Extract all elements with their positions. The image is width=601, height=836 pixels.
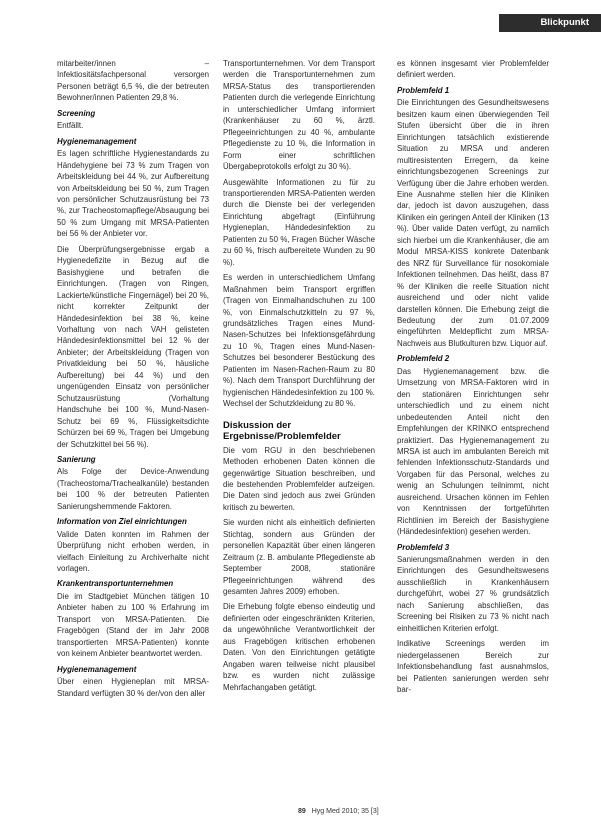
subheading-information: Information von Ziel einrichtungen bbox=[57, 517, 187, 527]
page-number: 89 bbox=[298, 808, 306, 815]
subheading-hygiene-2: Hygienemanagement bbox=[57, 664, 137, 674]
text-column-1 bbox=[57, 58, 209, 703]
subheading-problemfeld-3: Problemfeld 3 bbox=[397, 542, 450, 552]
paragraph: Valide Daten konnten im Rahmen der Überprüfung nicht erhoben werden, in vielfach Einleitung zu Archiverhalte nicht vorlagen. bbox=[57, 529, 209, 574]
subheading-screening: Screening bbox=[57, 108, 96, 118]
section-badge: Blickpunkt bbox=[499, 14, 601, 32]
paragraph: Die Erhebung folgte ebenso eindeutig und definierten oder eingeschränkten Kriterien, da ungewöhnliche Verantwortlichkeit der aus Fragebögen kritischen erhobenen Daten. Von den Einrichtungen getätigte Angaben waren teilweise nicht plausibel bzw. es wurden nicht zulässige Mehrfachangaben getätigt. bbox=[223, 602, 375, 692]
paragraph: Es werden in unterschiedlichem Umfang Maßnahmen beim Transport ergriffen (Tragen von Einmalhandschuhen zu 100 %, von Einmalschutzkitteln zu 97 %, grundsätzliches Tragen eines Mund-Nasen-Schutzes bei Infektionsgefährdung zu 10 %, Tragen eines Mund-Nasen-Schutzes bei besonderer Bestückung des Patienten im Nasen-Rachen-Raum zu 80 %). Nach dem Transport Durchführung der hygienischen Händedesinfektion zu 100 %. Wechsel der Schutzkleidung zu 80 %. bbox=[223, 273, 375, 409]
text-column-3 bbox=[397, 58, 549, 699]
paragraph: Die Einrichtungen des Gesundheitswesens besitzen kaum einen überwiegenden Teil Stufen übersicht über die in ihren Einrichtungen tatsächlich existierende Situation zu MRSA und anderen multiresistenten Erregern, da keine einrichtungsbezogenen Screenings zur Verfügung über die Jahre erhoben werden. Eine Ausnahme stellen hier die Kliniken dar, jedoch ist davon auszugehen, dass Kliniken ein geringen Anteil der Kliniken (13 %). Über valide Daten verfügt, zu namlich sich hierbei um die Krankenhäuser, die am Modul MRSA-KISS konkrete Datenbank des NRZ für Surveillance für nosokomiale Infektionen teilnehmen. Das heißt, dass 87 % der Kliniken die reelle Situation nicht ausreichend und oder nicht valide darstellen können. Die Erhebung zeigt die Bedeutung der zum 01.07.2009 eingeführten Meldepflicht zum MRSA-Nachweis aus Blutkulturen bzw. Liquor auf. bbox=[397, 98, 549, 348]
subheading-sanierung: Sanierung bbox=[57, 454, 96, 464]
text-column-2 bbox=[223, 58, 375, 697]
paragraph: es können insgesamt vier Problemfelder definiert werden. bbox=[397, 59, 549, 80]
paragraph: Die vom RGU in den beschriebenen Methoden erhobenen Daten können die gegenwärtige Situation beschreiben, und die bestehenden Problemfelder aufzeigen. Die Daten sind jedoch aus zwei Gründen kritisch zu bewerten. bbox=[223, 445, 375, 512]
paragraph: Transportunternehmen. Vor dem Transport werden die Transportunternehmen zum MRSA-Status des transportierenden Patienten durch die verlegende Einrichtung in unterschiedlicher Umfang informiert (Krankenhäuser zu 60 %, ärztl. Pflegeeinrichtungen zu 40 %, ambulante Pflegedienste zu 10 %, die Information in Form einer schriftlichen Übergabeprotokolls erfolgt zu 30 %). bbox=[223, 59, 375, 172]
paragraph: Ausgewählte Informationen zu für zu transportierenden MRSA-Patienten werden durch die Dienste bei der verlegenden Einrichtung abgefragt (Einführung Hygieneplan, Händedesinfektion zu Patienten zu 50 %, Fragen Bücher Wäsche zu 60 %, frisch aufbereitete Wunden zu 90 %). bbox=[223, 177, 375, 267]
subheading-problemfeld-1: Problemfeld 1 bbox=[397, 85, 450, 95]
paragraph: Die im Stadtgebiet München tätigen 10 Anbieter haben zu 100 % Erfahrung im Transport von MRSA-Patienten. Die Fragebögen (Stand der im Jahr 2008 transportierten MRSA-Patienten) konnte von keinem Anbieter beantwortet werden. bbox=[57, 591, 209, 659]
paragraph: Das Hygienemanagement bzw. die Umsetzung von MRSA-Faktoren wird in den stationären Einrichtungen sehr unterschiedlich und zu einem nicht unbedeutenden Anteil nicht den Empfehlungen der KRINKO entsprechend praktiziert. Das Hygienemanagement zu MRSA ist auch im ambulanten Bereich mit fehlenden Infektionsschutz-Standards und Vorgaben für das Personal, welches zu wenig an Schulungen teilnimmt, nicht ausreichend. Ursachen können im Fehlen von Kenntnissen der fortgeführten Richtlinien im Bereich der Basishygiene (Händedesinfektion) gesehen werden. bbox=[397, 366, 549, 537]
paragraph: Es lagen schriftliche Hygienestandards zu Händehygiene bei 73 % zum Tragen von Arbeitskleidung bei 44 %, zur Aufbereitung von Arbeitskleidung bei 50 %, zum Tragen von persönlicher Schutzausrüstung bei 73 %, zur Tracheostomapflege/Absaugung bei 50 % zum Umgang mit MRSA-Patienten bei 56 % der Anbieter vor. bbox=[57, 149, 209, 239]
paragraph: mitarbeiter/innen – Infektiositätsfachpersonal versorgen Personen beträgt 6,5 %, die der betreuten Bewohner/innen Patienten 29,8 %. bbox=[57, 59, 209, 103]
paragraph: Die Überprüfungsergebnisse ergab a Hygienedefizite in Bezug auf die Basishygiene und betrafen die Einrichtungen. (Tragen von Ringen, Lackierte/künstliche Fingernägel) bei 20 %, nicht korrekter Zeitpunkt der Händedesinfektion bei 38 %, keine Vorhaltung von nach VAH gelisteten Händedesinfektionsmittel bei 12 % der Anbieter; der Arbeitskleidung (Tragen von Privatkleidung bei 50 %, häusliche Aufbereitung) bei 44 %) und den ungenügenden Einsatz von persönlicher Schutzausrüstung (Vorhaltung Handschuhe bei 100 %, Mund-Nasen-Schutz bei 69 %, Flüssigkeitsdichte Schürzen bei 69 %, Tragen bei Umgebung der Schutzkittel bei 56 %). bbox=[57, 244, 209, 449]
subheading-hygiene: Hygienemanagement bbox=[57, 136, 137, 146]
subheading-problemfeld-2: Problemfeld 2 bbox=[397, 354, 450, 364]
paragraph: Entfällt. bbox=[57, 121, 84, 131]
subheading-transport: Krankentransportunternehmen bbox=[57, 579, 174, 589]
paragraph: Als Folge der Device-Anwendung (Tracheostoma/Trachealkanüle) bestanden bei 100 % der betreuten Patienten Sanierungshemmende Faktoren. bbox=[57, 467, 209, 511]
journal-citation: Hyg Med 2010; 35 [3] bbox=[311, 808, 379, 815]
paragraph: Über einen Hygieneplan mit MRSA-Standard verfügten 30 % der/von den aller bbox=[57, 677, 209, 698]
section-heading-diskussion: Diskussion der Ergebnisse/Problemfelder bbox=[223, 419, 341, 443]
paragraph: Sie wurden nicht als einheitlich definierten Stichtag, sondern aus Gründen der personellen Kapazität über einen längeren Zeitraum (z. B. ambulante Pflegedienste ab September 2008, stationäre Pflegeeinrichtungen während des gesamten Jahres 2009) erhoben. bbox=[223, 518, 375, 597]
paragraph: Indikative Screenings werden im niedergelassenen Bereich zur Infektionsbehandlung fast ausnahmslos, bei Patienten sanierungen werden sehr bar- bbox=[397, 639, 549, 695]
page-footer bbox=[298, 808, 379, 815]
paragraph: Sanierungsmaßnahmen werden in den Einrichtungen des Gesundheitswesens ausschließlich in Krankenhäusern durchgeführt, wobei 27 % grundsätzlich nach Sanierung abschließen, das Screening bei Risiken zu 73 % nicht nach einheitlichen Kriterien erfolgt. bbox=[397, 555, 549, 633]
